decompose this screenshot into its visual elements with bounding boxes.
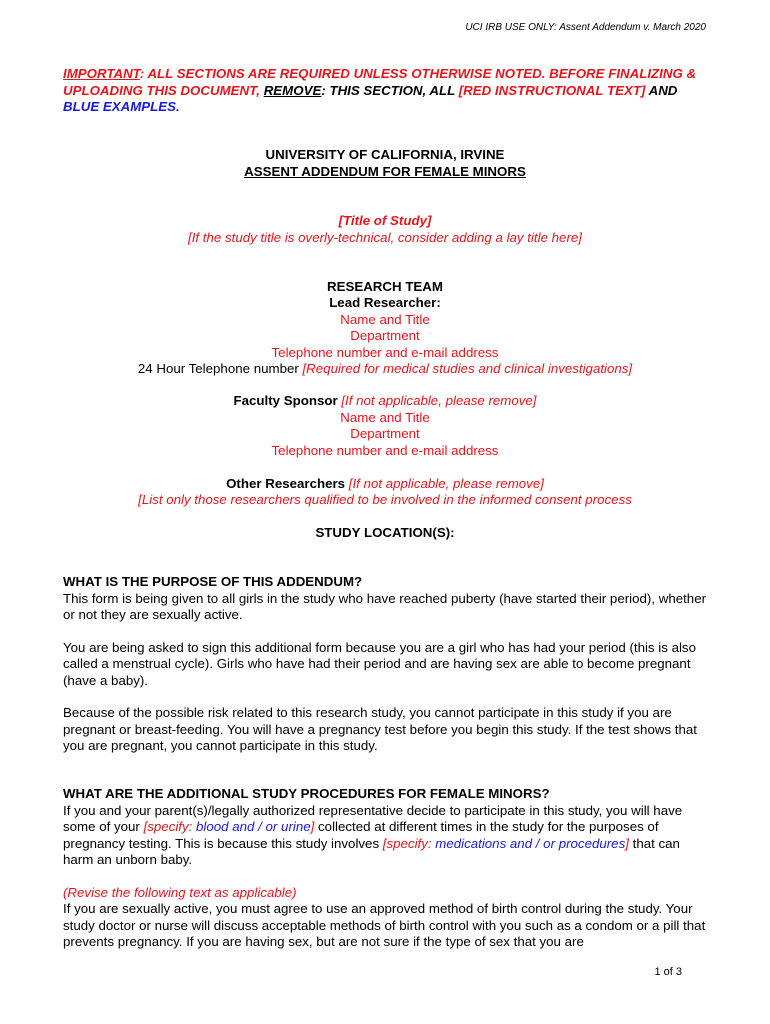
sponsor-contact: Telephone number and e-mail address bbox=[271, 443, 499, 458]
procedures-paragraph-2: If you are sexually active, you must agree to use an approved method of birth control during the study. Your study doctor or nurse will discuss acceptable methods of birth control with you such as a condom or a pill that prevents pregnancy. If you are having sex, but are not sure if the type of sex that you are bbox=[63, 901, 706, 949]
study-title: [Title of Study] bbox=[338, 213, 432, 228]
specify-marker: [specify: bbox=[143, 819, 197, 834]
other-researchers-label: Other Researchers bbox=[226, 476, 346, 491]
procedures-heading: WHAT ARE THE ADDITIONAL STUDY PROCEDURES FOR FEMALE MINORS? bbox=[63, 786, 550, 801]
study-location-heading: STUDY LOCATION(S): bbox=[315, 525, 455, 540]
purpose-paragraph-1: This form is being given to all girls in the study who have reached puberty (have started their period), whether or not they are sexually active. bbox=[63, 590, 707, 622]
other-researchers-list-note: [List only those researchers qualified to be involved in the informed consent process bbox=[138, 492, 632, 507]
lead-name: Name and Title bbox=[340, 312, 430, 327]
red-instructional-text: [RED INSTRUCTIONAL TEXT] bbox=[458, 82, 646, 98]
hotline-label: 24 Hour Telephone number bbox=[137, 361, 303, 376]
procedures-text: that can harm an unborn baby. bbox=[63, 835, 680, 867]
sponsor-label: Faculty Sponsor bbox=[233, 393, 338, 408]
purpose-heading: WHAT IS THE PURPOSE OF THIS ADDENDUM? bbox=[63, 574, 363, 589]
blue-examples-text: BLUE EXAMPLES bbox=[63, 99, 177, 114]
important-text: : THIS SECTION, ALL bbox=[321, 82, 459, 98]
specify-marker: ] bbox=[625, 835, 629, 851]
specify-example: blood and / or urine bbox=[196, 819, 311, 834]
important-text: AND bbox=[645, 82, 678, 98]
hotline-line bbox=[63, 361, 707, 378]
research-team-heading: RESEARCH TEAM bbox=[327, 279, 443, 294]
specify-marker: ] bbox=[310, 819, 315, 834]
specify-example: medications and / or procedures bbox=[435, 835, 626, 851]
important-text: : ALL SECTIONS ARE REQUIRED UNLESS OTHERWISE NOTED. BEFORE FINALIZING & UPLOADING THIS DOCUMENT, bbox=[63, 66, 697, 98]
remove-word: REMOVE bbox=[263, 82, 322, 98]
page-header: UCI IRB USE ONLY: Assent Addendum v. March 2020 bbox=[465, 22, 706, 33]
lay-title-note: [If the study title is overly-technical, consider adding a lay title here] bbox=[188, 230, 582, 245]
sponsor-note: [If not applicable, please remove] bbox=[337, 393, 537, 408]
sponsor-line bbox=[63, 393, 707, 410]
sponsor-name: Name and Title bbox=[340, 410, 430, 425]
important-label: IMPORTANT bbox=[63, 66, 140, 81]
revise-instruction: (Revise the following text as applicable) bbox=[63, 884, 297, 900]
page-number: 1 of 3 bbox=[654, 966, 682, 978]
other-researchers-note: [If not applicable, please remove] bbox=[345, 476, 544, 491]
purpose-section bbox=[63, 574, 707, 755]
important-notice bbox=[63, 66, 703, 116]
procedures-paragraph-1 bbox=[63, 803, 707, 869]
hotline-note: [Required for medical studies and clinical investigations] bbox=[302, 361, 633, 376]
other-researchers-line bbox=[63, 476, 707, 493]
document-title: ASSENT ADDENDUM FOR FEMALE MINORS bbox=[244, 164, 526, 179]
purpose-paragraph-3: Because of the possible risk related to this research study, you cannot participate in this study if you are pregnant or breast-feeding. You will have a pregnancy test before you begin this study. If the test shows that you are pregnant, you cannot participate in this study. bbox=[63, 705, 697, 753]
lead-department: Department bbox=[350, 328, 420, 343]
lead-contact: Telephone number and e-mail address bbox=[271, 345, 499, 360]
lead-researcher-label: Lead Researcher: bbox=[329, 295, 441, 310]
purpose-paragraph-2: You are being asked to sign this additional form because you are a girl who has had your period (this is also called a menstrual cycle). Girls who have had their period and are having sex are able to become pregnant (have a baby). bbox=[63, 639, 696, 688]
procedures-text: collected at different times in the study for the purposes of pregnancy testing. This is because this study involves bbox=[63, 819, 659, 851]
procedures-section bbox=[63, 786, 707, 951]
procedures-text: If you and your parent(s)/legally authorized representative decide to participate in this study, you will have some of your bbox=[63, 802, 683, 834]
sponsor-department: Department bbox=[350, 426, 420, 441]
university-name: UNIVERSITY OF CALIFORNIA, IRVINE bbox=[265, 147, 505, 162]
important-text: . bbox=[176, 99, 180, 114]
specify-marker: [specify: bbox=[382, 835, 436, 851]
